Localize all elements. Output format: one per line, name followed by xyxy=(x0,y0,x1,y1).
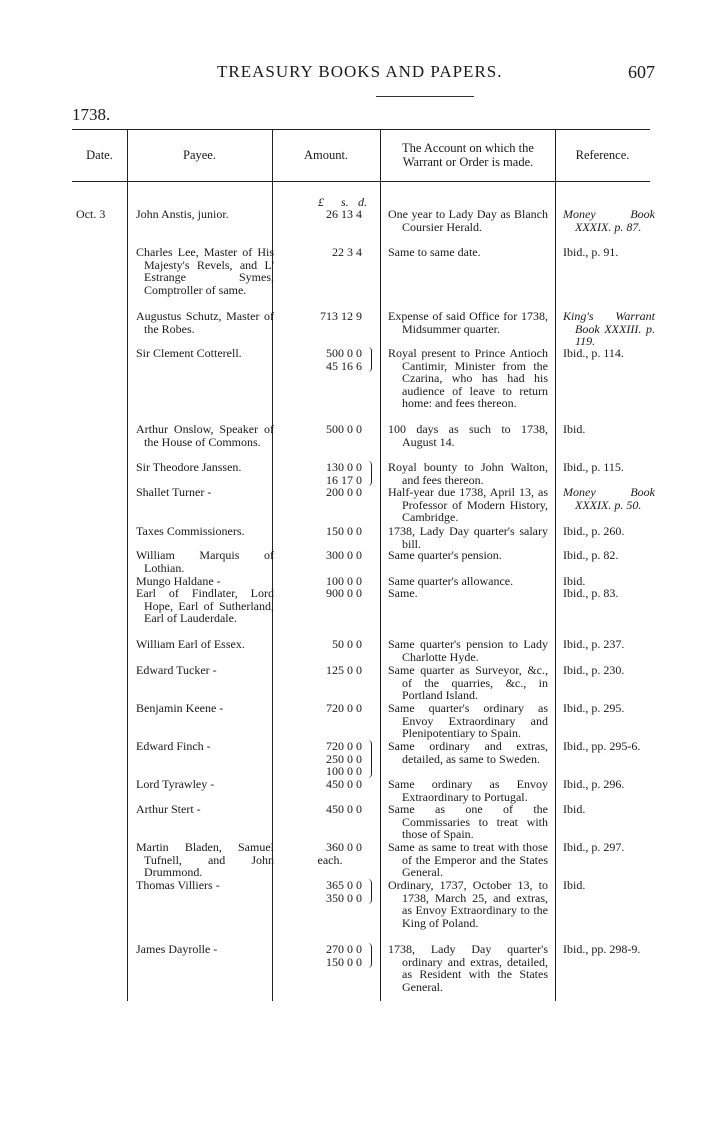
row-reference: Ibid., p. 91. xyxy=(563,245,619,259)
row-amount: 720 0 0 xyxy=(326,739,362,753)
row-payee: Martin Bladen, Samuel Tufnell, and John Drummond. xyxy=(136,840,274,880)
row-payee: Lord Tyrawley - xyxy=(136,777,215,791)
row-amount: 150 0 0 xyxy=(326,524,362,538)
row-account: Same to same date. xyxy=(388,245,481,259)
row-account: 1738, Lady Day quarter's ordinary and extras, detailed, as Resident with the States General. xyxy=(388,942,548,994)
row-payee: Sir Clement Cotterell. xyxy=(136,346,242,360)
row-reference: Ibid., p. 83. xyxy=(563,586,619,600)
header-rule xyxy=(376,96,474,97)
row-account: Same as same to treat with those of the Emperor and the States General. xyxy=(388,840,548,880)
column-divider xyxy=(555,129,556,1001)
row-reference: Ibid., p. 296. xyxy=(563,777,625,791)
row-reference: Ibid., pp. 295-6. xyxy=(563,739,641,753)
row-payee: Thomas Villiers - xyxy=(136,878,220,892)
row-amount: 45 16 6 xyxy=(326,358,362,373)
row-amount: 350 0 0 xyxy=(326,890,362,905)
row-amount: 360 0 0 xyxy=(326,840,362,854)
row-account: 100 days as such to 1738, August 14. xyxy=(388,422,548,449)
running-head xyxy=(0,62,722,86)
row-account: Royal present to Prince Antioch Cantimir, Minister from the Czarina, who has had his audience of leave to return home: and fees thereon. xyxy=(388,346,548,411)
row-amount: 270 0 0 xyxy=(326,942,362,956)
row-payee: Charles Lee, Master of His Majesty's Revels, and L' Estrange Symes, Comptroller of same. xyxy=(136,245,274,297)
col-header-date: Date. xyxy=(86,148,113,162)
row-amount: 200 0 0 xyxy=(326,485,362,499)
row-reference: Ibid., p. 260. xyxy=(563,524,625,538)
row-account: One year to Lady Day as Blanch Coursier Herald. xyxy=(388,207,548,234)
amount-brace xyxy=(366,740,372,778)
row-reference: Ibid., p. 237. xyxy=(563,637,625,651)
row-reference: Ibid., p. 295. xyxy=(563,701,625,715)
row-account: Same quarter's allowance. xyxy=(388,574,514,588)
col-header-payee: Payee. xyxy=(183,148,216,162)
amount-brace xyxy=(366,943,372,968)
row-amount: 130 0 0 xyxy=(326,460,362,474)
row-amount: 720 0 0 xyxy=(326,701,362,715)
row-account: Same quarter's pension. xyxy=(388,548,502,562)
row-payee: Taxes Commissioners. xyxy=(136,524,245,538)
row-reference: Ibid., p. 115. xyxy=(563,460,624,474)
row-amount: 16 17 0 xyxy=(326,472,362,487)
col-header-reference: Reference. xyxy=(575,148,630,162)
amount-brace xyxy=(366,347,372,372)
row-amount: 450 0 0 xyxy=(326,777,362,791)
row-reference: Ibid., p. 82. xyxy=(563,548,619,562)
row-payee: Arthur Onslow, Speaker of the House of Commons. xyxy=(136,422,274,449)
row-payee: Sir Theodore Janssen. xyxy=(136,460,242,474)
row-reference: Money Book XXXIX. p. 87. xyxy=(563,207,655,234)
row-account: Royal bounty to John Walton, and fees thereon. xyxy=(388,460,548,487)
row-amount: 22 3 4 xyxy=(332,245,362,259)
row-amount: 900 0 0 xyxy=(326,586,362,600)
row-reference: King's Warrant Book XXXIII. p. 119. xyxy=(563,309,655,349)
row-amount: 125 0 0 xyxy=(326,663,362,677)
row-amount: 500 0 0 xyxy=(326,422,362,436)
unit-pence: d. xyxy=(358,195,367,209)
row-payee: Edward Finch - xyxy=(136,739,211,753)
row-payee: Shallet Turner - xyxy=(136,485,212,499)
row-payee: James Dayrolle - xyxy=(136,942,218,956)
row-payee: William Marquis of Lothian. xyxy=(136,548,274,575)
row-payee: Augustus Schutz, Master of the Robes. xyxy=(136,309,274,336)
row-amount: 100 0 0 xyxy=(326,764,362,779)
row-payee: Benjamin Keene - xyxy=(136,701,224,715)
row-reference: Ibid. xyxy=(563,422,586,436)
row-reference: Ibid. xyxy=(563,802,586,816)
row-amount: 100 0 0 xyxy=(326,574,362,588)
page-title: TREASURY BOOKS AND PAPERS. xyxy=(217,62,503,81)
row-reference: Ibid. xyxy=(563,878,586,892)
row-amount: 50 0 0 xyxy=(332,637,362,651)
table-top-rule xyxy=(72,129,650,130)
row-amount: 713 12 9 xyxy=(320,309,362,323)
row-account: Expense of said Office for 1738, Midsummer quarter. xyxy=(388,309,548,336)
row-amount: 300 0 0 xyxy=(326,548,362,562)
row-account: Same quarter's pension to Lady Charlotte Hyde. xyxy=(388,637,548,664)
table-header-rule xyxy=(72,181,650,182)
row-amount: 250 0 0 xyxy=(326,751,362,766)
column-divider xyxy=(380,129,381,1001)
row-account: Same ordinary and extras, detailed, as same to Sweden. xyxy=(388,739,548,766)
row-account: Same as one of the Commissaries to treat with those of Spain. xyxy=(388,802,548,842)
row-payee: William Earl of Essex. xyxy=(136,637,245,651)
amount-brace xyxy=(366,879,372,904)
row-reference: Ibid. xyxy=(563,574,586,588)
row-account: 1738, Lady Day quarter's salary bill. xyxy=(388,524,548,551)
row-reference: Ibid., p. 114. xyxy=(563,346,624,360)
row-amount: 450 0 0 xyxy=(326,802,362,816)
row-account: Same quarter as Surveyor, &c., of the quarries, &c., in Portland Island. xyxy=(388,663,548,703)
row-payee: John Anstis, junior. xyxy=(136,207,229,221)
unit-pounds: £ xyxy=(318,195,324,209)
row-date: Oct. 3 xyxy=(76,207,106,221)
row-reference: Money Book XXXIX. p. 50. xyxy=(563,485,655,512)
row-reference: Ibid., p. 230. xyxy=(563,663,625,677)
amount-brace xyxy=(366,461,372,486)
row-account: Same ordinary as Envoy Extraordinary to Portugal. xyxy=(388,777,548,804)
row-amount: each. xyxy=(317,852,343,867)
row-reference: Ibid., pp. 298-9. xyxy=(563,942,641,956)
unit-shillings: s. xyxy=(341,195,349,209)
row-account: Ordinary, 1737, October 13, to 1738, March 25, and extras, as Envoy Extraordinary to the King of Poland. xyxy=(388,878,548,930)
row-payee: Earl of Findlater, Lord Hope, Earl of Sutherland, Earl of Lauderdale. xyxy=(136,586,274,626)
row-reference: Ibid., p. 297. xyxy=(563,840,625,854)
row-payee: Arthur Stert - xyxy=(136,802,201,816)
row-amount: 365 0 0 xyxy=(326,878,362,892)
row-amount: 150 0 0 xyxy=(326,954,362,969)
year-heading: 1738. xyxy=(72,105,111,124)
col-header-account: The Account on which the Warrant or Order is made. xyxy=(402,141,534,169)
col-header-amount: Amount. xyxy=(303,148,349,162)
row-amount: 26 13 4 xyxy=(326,207,362,221)
page-number: 607 xyxy=(628,62,655,82)
row-payee: Mungo Haldane - xyxy=(136,574,221,588)
row-amount: 500 0 0 xyxy=(326,346,362,360)
row-account: Same. xyxy=(388,586,418,600)
row-account: Same quarter's ordinary as Envoy Extraordinary and Plenipotentiary to Spain. xyxy=(388,701,548,741)
row-payee: Edward Tucker - xyxy=(136,663,217,677)
column-divider xyxy=(127,129,128,1001)
row-account: Half-year due 1738, April 13, as Professor of Modern History, Cambridge. xyxy=(388,485,548,525)
